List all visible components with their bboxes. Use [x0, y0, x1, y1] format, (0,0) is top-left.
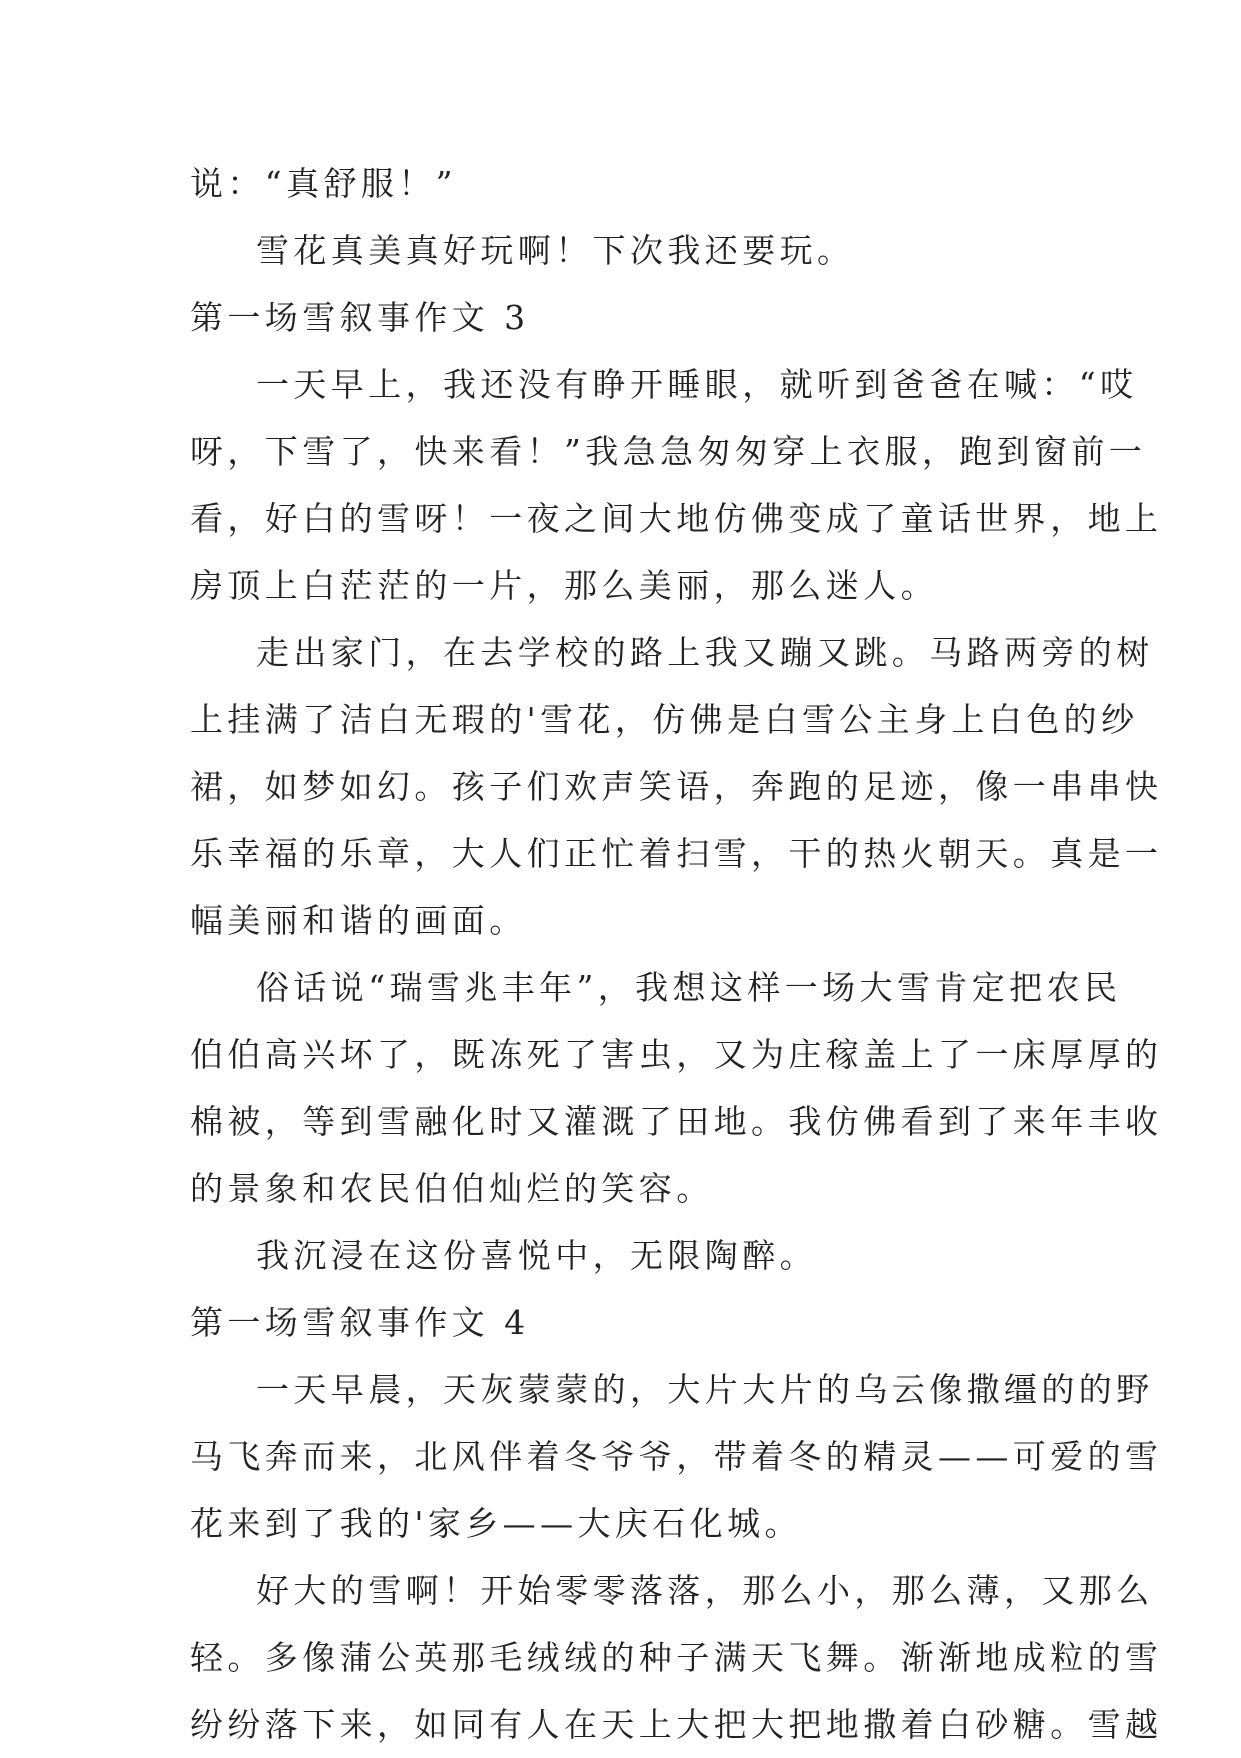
paragraph-line: 伯伯高兴坏了，既冻死了害虫，又为庄稼盖上了一床厚厚的: [190, 1035, 1163, 1074]
paragraph-line: 马飞奔而来，北风伴着冬爷爷，带着冬的精灵——可爱的雪: [190, 1437, 1163, 1476]
paragraph-line: 好大的雪啊！开始零零落落，那么小，那么薄，又那么: [256, 1571, 1154, 1610]
paragraph-line: 看，好白的雪呀！一夜之间大地仿佛变成了童话世界，地上: [190, 499, 1163, 538]
paragraph-line: 棉被，等到雪融化时又灌溉了田地。我仿佛看到了来年丰收: [190, 1102, 1163, 1141]
paragraph-line: 乐幸福的乐章，大人们正忙着扫雪，干的热火朝天。真是一: [190, 834, 1163, 873]
document-body: [190, 150, 1163, 1758]
paragraph-line: 雪花真美真好玩啊！下次我还要玩。: [256, 231, 855, 270]
paragraph-line: 呀，下雪了，快来看！”我急急匆匆穿上衣服，跑到窗前一: [190, 432, 1147, 471]
paragraph-line: 的景象和农民伯伯灿烂的笑容。: [190, 1169, 714, 1208]
paragraph-line: 我沉浸在这份喜悦中，无限陶醉。: [256, 1236, 817, 1275]
paragraph-line: 俗话说“瑞雪兆丰年”，我想这样一场大雪肯定把农民: [256, 968, 1122, 1007]
paragraph-line: 说：“真舒服！”: [190, 164, 457, 203]
paragraph-line: 走出家门，在去学校的路上我又蹦又跳。马路两旁的树: [256, 633, 1154, 672]
paragraph-line: 房顶上白茫茫的一片，那么美丽，那么迷人。: [190, 566, 938, 605]
paragraph-line: 裙，如梦如幻。孩子们欢声笑语，奔跑的足迹，像一串串快: [190, 767, 1163, 806]
paragraph-line: 一天早上，我还没有睁开睡眼，就听到爸爸在喊：“哎: [256, 365, 1138, 404]
paragraph-line: 纷纷落下来，如同有人在天上大把大把地撒着白砂糖。雪越: [190, 1705, 1163, 1744]
paragraph-line: 上挂满了洁白无瑕的'雪花，仿佛是白雪公主身上白色的纱: [190, 700, 1139, 739]
paragraph-line: 一天早晨，天灰蒙蒙的，大片大片的乌云像撒缰的的野: [256, 1370, 1154, 1409]
section-heading: 第一场雪叙事作文 3: [190, 298, 530, 337]
paragraph-line: 轻。多像蒲公英那毛绒绒的种子满天飞舞。渐渐地成粒的雪: [190, 1638, 1163, 1677]
paragraph-line: 幅美丽和谐的画面。: [190, 901, 527, 940]
paragraph-line: 花来到了我的'家乡——大庆石化城。: [190, 1504, 802, 1543]
section-heading: 第一场雪叙事作文 4: [190, 1303, 530, 1342]
